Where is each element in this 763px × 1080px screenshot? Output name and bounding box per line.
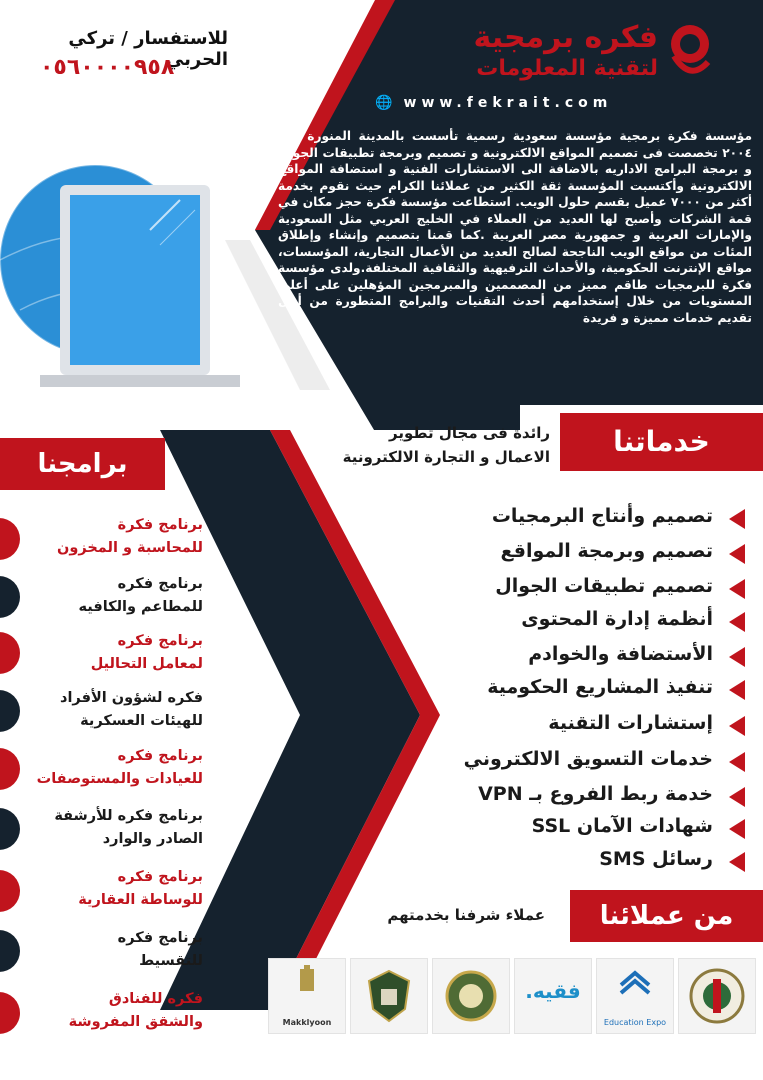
website-link[interactable]: www.fekrait.com (403, 95, 613, 111)
client-logo-makklyoon (268, 958, 346, 1034)
clients-title: من عملائنا (570, 890, 763, 942)
service-item: خدمات التسويق الالكتروني (353, 748, 713, 776)
client-logo-education-expo (596, 958, 674, 1034)
client-logo-fakeeh (514, 958, 592, 1034)
security-emblem-icon (351, 959, 427, 1033)
about-paragraph: مؤسسة فكرة برمجية مؤسسة سعودية رسمية تأسست بالمدينة المنورة عام ٢٠٠٤ تخصصت فى تصميم المواقع الالكترونية و تصميم وبرمجة تطبيقات الجوال و برمجة البرامج الاداريه بالاضافة الى الاستشارات الفنية و استضافة المواقع الالكترونية وأكتسبت المؤسسة ثقة الكثير من عملائنا الكرام حيث نقوم بخدمة أكثر من ٧٠٠٠ عميل بقسم حلول الويب. استطاعت مؤسسة فكرة حجز مكان في قمة الشركات وأصبح لها العديد من العملاء في الخليج العربي مثل السعودية والإمارات العربية و جمهورية مصر العربية .كما قمنا بتصميم وإنشاء وإطلاق المئات من مواقع الويب الناجحة لصالح العديد من الأعمال التجارية، المؤسسات، مواقع الإنترنت الحكومية، والأحداث الترفيهية والثقافية المختلفة.ولدى مؤسسة فكرة للبرمجيات طاقم مميز من المصممين والمبرمجين المؤهلين على أعلى المستويات من خلال إستخدامهم أحدث التقنيات والبرامج المتطورة من أجل تقديم خدمات مميزة و فريدة (278, 129, 752, 325)
program-item: برنامج فكره لمعامل التحاليل (90, 633, 203, 672)
triangle-icon (729, 819, 745, 839)
services-title: خدماتنا (560, 413, 763, 471)
clients-subtitle: عملاء شرفنا بخدمتهم (387, 906, 545, 924)
client-name: فقيه. (525, 979, 581, 1003)
program-item: برنامج فكره للوساطة العقارية (78, 869, 203, 908)
makklyoon-logo (269, 959, 345, 1007)
contact-phone[interactable]: ٠٥٦٠٠٠٠٩٥٨ (40, 55, 175, 80)
program-item: برنامج فكرة للمحاسبة و المخزون (56, 517, 203, 556)
logo-line2: لتقنية المعلومات (476, 56, 658, 81)
service-item: أنظمة إدارة المحتوى (353, 608, 713, 636)
service-item: رسائل SMS (353, 848, 713, 876)
client-logo-security (350, 958, 428, 1034)
website-row[interactable] (375, 92, 612, 112)
triangle-icon (729, 787, 745, 807)
triangle-icon (729, 544, 745, 564)
triangle-icon (729, 716, 745, 736)
triangle-icon (729, 579, 745, 599)
logo-mark-icon (664, 22, 716, 78)
client-name: Makklyoon (282, 1018, 332, 1027)
triangle-icon (729, 647, 745, 667)
globe-icon: 🌐 (375, 95, 393, 111)
service-item: الأستضافة والخوادم (353, 643, 713, 671)
laptop-globe-illustration (0, 150, 255, 395)
service-item: خدمة ربط الفروع بـ VPN (353, 783, 713, 811)
program-item: فكره للفنادق والشقق المفروشة (68, 991, 203, 1030)
program-item: برنامج فكره للتقسيط (117, 930, 203, 969)
service-item: تصميم تطبيقات الجوال (353, 575, 713, 603)
education-expo-logo (597, 959, 673, 1013)
service-item: تنفيذ المشاريع الحكومية (353, 676, 713, 704)
program-item: فكره لشؤون الأفراد للهيئات العسكرية (60, 690, 203, 729)
service-item: تصميم وأنتاج البرمجيات (353, 505, 713, 533)
client-logo-army (432, 958, 510, 1034)
company-logo (392, 10, 722, 90)
programs-title: برامجنا (0, 438, 165, 490)
triangle-icon (729, 509, 745, 529)
military-emblem-icon (679, 959, 755, 1033)
services-subtitle-1: رائدة فى مجال تطوير (389, 424, 550, 442)
triangle-icon (729, 852, 745, 872)
service-item: إستشارات التقنية (353, 712, 713, 740)
logo-line1: فكره برمجية (473, 20, 658, 55)
client-name: Education Expo (603, 1018, 667, 1027)
army-emblem-icon (433, 959, 509, 1033)
triangle-icon (729, 612, 745, 632)
program-item: برنامج فكره للمطاعم والكافيه (78, 576, 203, 615)
triangle-icon (729, 752, 745, 772)
services-subtitle-2: الاعمال و التجارة الالكترونية (342, 448, 550, 466)
service-item: شهادات الآمان SSL (353, 815, 713, 843)
service-item: تصميم وبرمجة المواقع (353, 540, 713, 568)
contact-label: للاستفسار / تركي الحربي (68, 28, 228, 70)
client-logo-military (678, 958, 756, 1034)
triangle-icon (729, 680, 745, 700)
program-item: برنامج فكره للأرشفة الصادر والوارد (54, 808, 203, 847)
program-item: برنامج فكره للعيادات والمستوصفات (36, 748, 203, 787)
